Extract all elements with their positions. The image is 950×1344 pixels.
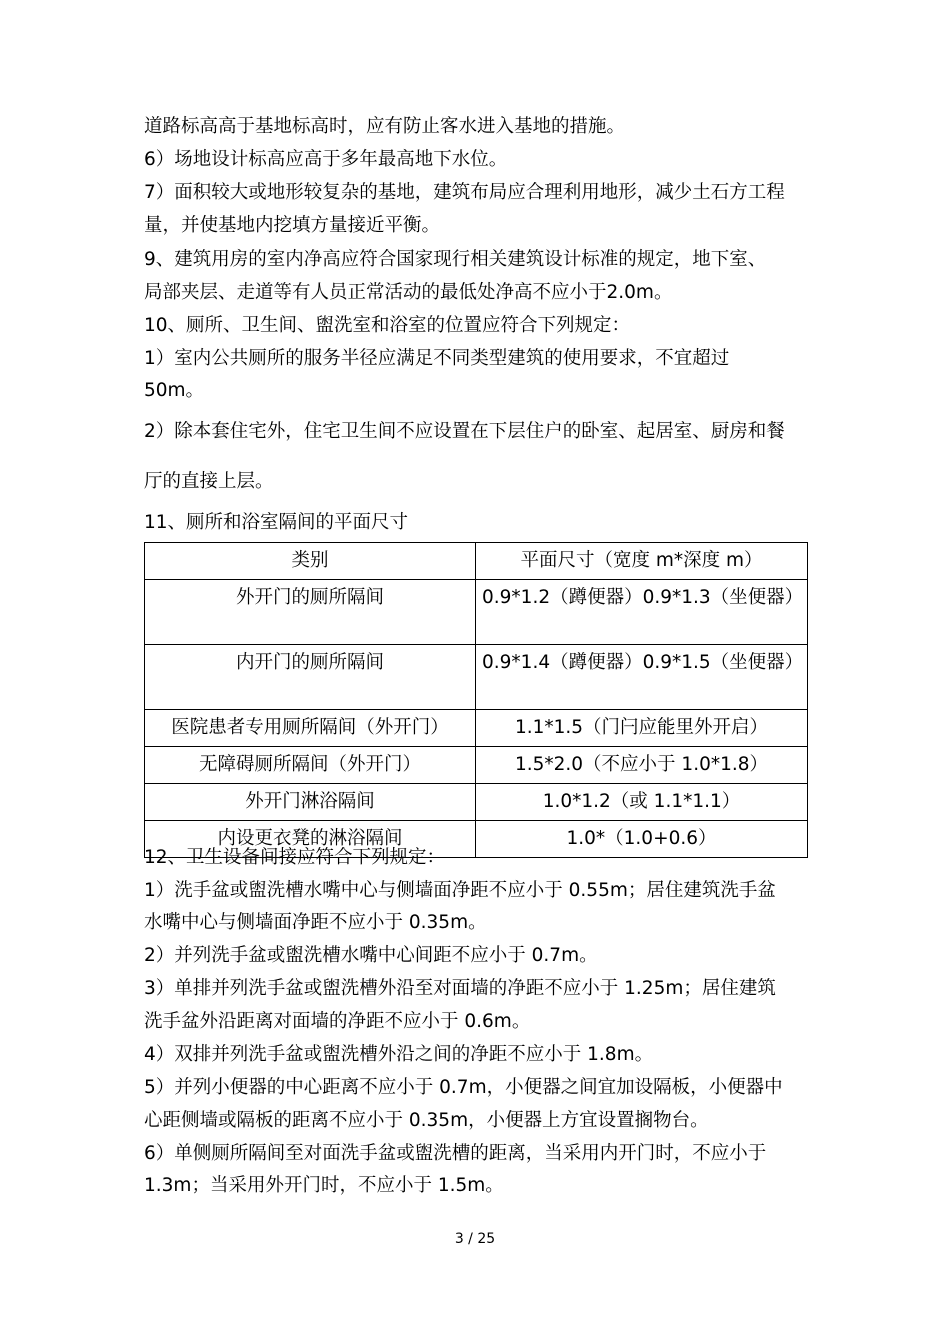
paragraph-line: 1）洗手盆或盥洗槽水嘴中心与侧墙面净距不应小于 0.55m；居住建筑洗手盆 xyxy=(144,880,776,901)
table-header-cell: 平面尺寸（宽度 m*深度 m） xyxy=(476,543,808,580)
paragraph-line: 6）场地设计标高应高于多年最高地下水位。 xyxy=(144,149,508,170)
table-cell: 1.1*1.5（门闩应能里外开启） xyxy=(476,710,808,747)
paragraph-line: 2）除本套住宅外，住宅卫生间不应设置在下层住户的卧室、起居室、厨房和餐 xyxy=(144,421,785,442)
paragraph-line: 6）单侧厕所隔间至对面洗手盆或盥洗槽的距离，当采用内开门时，不应小于 xyxy=(144,1143,767,1164)
table-row xyxy=(145,580,808,645)
paragraph-line: 9、建筑用房的室内净高应符合国家现行相关建筑设计标准的规定，地下室、 xyxy=(144,249,767,270)
table-cell: 内设更衣凳的淋浴隔间 xyxy=(145,821,476,858)
table-cell: 医院患者专用厕所隔间（外开门） xyxy=(145,710,476,747)
paragraph-line: 心距侧墙或隔板的距离不应小于 0.35m，小便器上方宜设置搁物台。 xyxy=(144,1110,709,1131)
paragraph-line: 1.3m；当采用外开门时，不应小于 1.5m。 xyxy=(144,1175,504,1196)
paragraph-line: 12、卫生设备间接应符合下列规定： xyxy=(144,847,446,868)
table-cell: 内开门的厕所隔间 xyxy=(145,645,476,710)
paragraph-line: 局部夹层、走道等有人员正常活动的最低处净高不应小于2.0m。 xyxy=(144,282,673,303)
table-row xyxy=(145,747,808,784)
paragraph-line: 水嘴中心与侧墙面净距不应小于 0.35m。 xyxy=(144,912,487,933)
paragraph-line: 4）双排并列洗手盆或盥洗槽外沿之间的净距不应小于 1.8m。 xyxy=(144,1044,654,1065)
paragraph-line: 厅的直接上层。 xyxy=(144,471,274,492)
paragraph-line: 50m。 xyxy=(144,380,205,401)
paragraph-line: 道路标高高于基地标高时，应有防止客水进入基地的措施。 xyxy=(144,116,626,137)
table-cell: 外开门的厕所隔间 xyxy=(145,580,476,645)
table-row xyxy=(145,710,808,747)
table-row xyxy=(145,784,808,821)
paragraph-line: 1）室内公共厕所的服务半径应满足不同类型建筑的使用要求，不宜超过 xyxy=(144,348,730,369)
paragraph-line: 7）面积较大或地形较复杂的基地，建筑布局应合理利用地形，减少土石方工程 xyxy=(144,182,785,203)
table-cell: 无障碍厕所隔间（外开门） xyxy=(145,747,476,784)
table-cell: 0.9*1.4（蹲便器）0.9*1.5（坐便器） xyxy=(476,645,808,710)
paragraph-line: 3）单排并列洗手盆或盥洗槽外沿至对面墙的净距不应小于 1.25m；居住建筑 xyxy=(144,978,776,999)
paragraph-line: 洗手盆外沿距离对面墙的净距不应小于 0.6m。 xyxy=(144,1011,531,1032)
table-header-row xyxy=(145,543,808,580)
table-cell: 1.5*2.0（不应小于 1.0*1.8） xyxy=(476,747,808,784)
paragraph-line: 10、厕所、卫生间、盥洗室和浴室的位置应符合下列规定： xyxy=(144,315,631,336)
paragraph-line: 量，并使基地内挖填方量接近平衡。 xyxy=(144,215,441,236)
table-row xyxy=(145,645,808,710)
table-header-cell: 类别 xyxy=(145,543,476,580)
table-cell: 1.0*（1.0+0.6） xyxy=(476,821,808,858)
page-number: 3 / 25 xyxy=(454,1231,496,1247)
table-cell: 外开门淋浴隔间 xyxy=(145,784,476,821)
table-cell: 0.9*1.2（蹲便器）0.9*1.3（坐便器） xyxy=(476,580,808,645)
paragraph-line: 5）并列小便器的中心距离不应小于 0.7m，小便器之间宜加设隔板，小便器中 xyxy=(144,1077,783,1098)
paragraph-line: 2）并列洗手盆或盥洗槽水嘴中心间距不应小于 0.7m。 xyxy=(144,945,598,966)
partition-size-table xyxy=(144,542,808,858)
table-cell: 1.0*1.2（或 1.1*1.1） xyxy=(476,784,808,821)
table-caption: 11、厕所和浴室隔间的平面尺寸 xyxy=(144,512,409,533)
